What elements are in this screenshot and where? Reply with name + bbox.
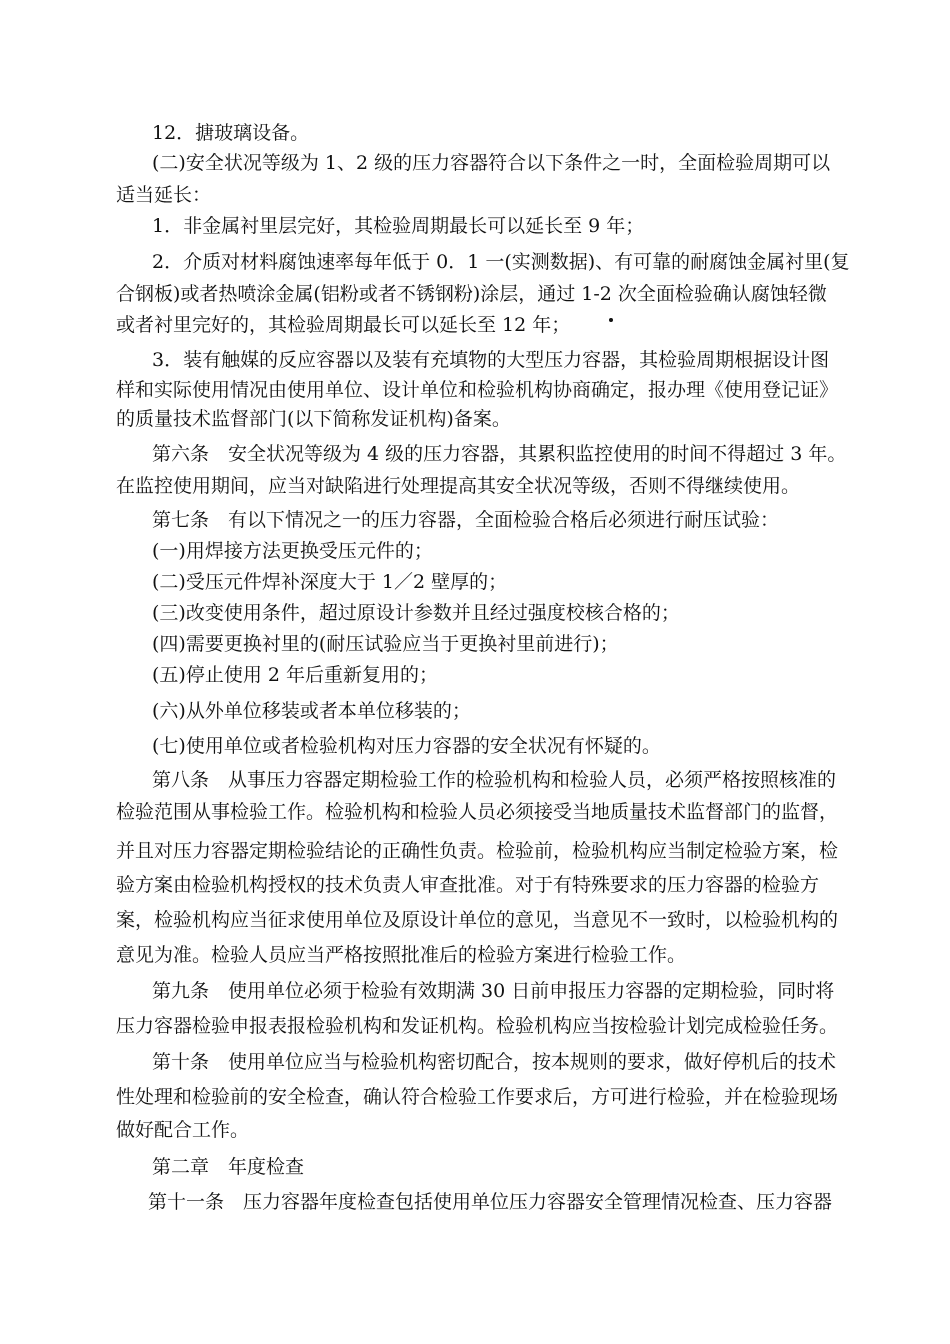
text-line: 第十一条 压力容器年度检查包括使用单位压力容器安全管理情况检查、压力容器 xyxy=(148,1191,833,1213)
text-line: 2．介质对材料腐蚀速率每年低于 0．1 一(实测数据)、有可靠的耐腐蚀金属衬里(复 xyxy=(152,251,850,273)
text-line: 并且对压力容器定期检验结论的正确性负责。检验前，检验机构应当制定检验方案，检 xyxy=(116,840,839,862)
text-line: 案，检验机构应当征求使用单位及原设计单位的意见，当意见不一致时，以检验机构的 xyxy=(116,909,839,931)
text-line: 第十条 使用单位应当与检验机构密切配合，按本规则的要求，做好停机后的技术 xyxy=(152,1051,837,1073)
text-line: (五)停止使用 2 年后重新复用的； xyxy=(152,664,438,686)
text-line: 意见为准。检验人员应当严格按照批准后的检验方案进行检验工作。 xyxy=(116,944,687,966)
text-line: 性处理和检验前的安全检查，确认符合检验工作要求后，方可进行检验，并在检验现场 xyxy=(116,1086,839,1108)
text-line: (七)使用单位或者检验机构对压力容器的安全状况有怀疑的。 xyxy=(152,735,661,757)
text-line: (二)安全状况等级为 1、2 级的压力容器符合以下条件之一时，全面检验周期可以 xyxy=(152,152,831,174)
text-line: 或者衬里完好的，其检验周期最长可以延长至 12 年； xyxy=(116,314,571,336)
text-line: 验方案由检验机构授权的技术负责人审查批准。对于有特殊要求的压力容器的检验方 xyxy=(116,874,820,896)
text-line: 适当延长： xyxy=(116,184,212,206)
text-line: 做好配合工作。 xyxy=(116,1119,250,1141)
stray-dot-mark xyxy=(609,318,613,322)
text-line: (二)受压元件焊补深度大于 1／2 壁厚的； xyxy=(152,571,508,593)
text-line: 的质量技术监督部门(以下简称发证机构)备案。 xyxy=(116,408,511,430)
text-line: 第八条 从事压力容器定期检验工作的检验机构和检验人员，必须严格按照核准的 xyxy=(152,769,837,791)
text-line: 合钢板)或者热喷涂金属(铝粉或者不锈钢粉)涂层，通过 1-2 次全面检验确认腐蚀轻微 xyxy=(116,283,827,305)
text-line: 检验范围从事检验工作。检验机构和检验人员必须接受当地质量技术监督部门的监督， xyxy=(116,801,839,823)
text-line: 压力容器检验申报表报检验机构和发证机构。检验机构应当按检验计划完成检验任务。 xyxy=(116,1015,839,1037)
text-line: 第六条 安全状况等级为 4 级的压力容器，其累积监控使用的时间不得超过 3 年。 xyxy=(152,443,847,465)
text-line: 1．非金属衬里层完好，其检验周期最长可以延长至 9 年； xyxy=(152,215,645,237)
text-line: 样和实际使用情况由使用单位、设计单位和检验机构协商确定，报办理《使用登记证》 xyxy=(116,379,839,401)
text-line: 第九条 使用单位必须于检验有效期满 30 日前申报压力容器的定期检验，同时将 xyxy=(152,980,835,1002)
text-line: (一)用焊接方法更换受压元件的； xyxy=(152,540,433,562)
text-line: 12．搪玻璃设备。 xyxy=(152,122,310,144)
text-line: (三)改变使用条件，超过原设计参数并且经过强度校核合格的； xyxy=(152,602,680,624)
text-line: 在监控使用期间，应当对缺陷进行处理提高其安全状况等级，否则不得继续使用。 xyxy=(116,475,801,497)
text-line: 3．装有触媒的反应容器以及装有充填物的大型压力容器，其检验周期根据设计图 xyxy=(152,349,830,371)
text-line: 第七条 有以下情况之一的压力容器，全面检验合格后必须进行耐压试验： xyxy=(152,509,780,531)
section-heading: 第二章 年度检查 xyxy=(152,1156,305,1178)
text-line: (六)从外单位移装或者本单位移装的； xyxy=(152,700,471,722)
text-line: (四)需要更换衬里的(耐压试验应当于更换衬里前进行)； xyxy=(152,633,619,655)
